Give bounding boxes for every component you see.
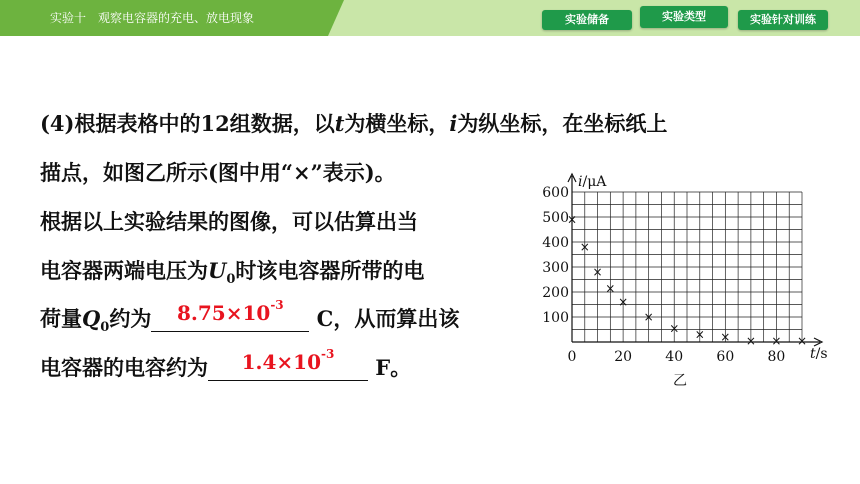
- data-point: ×: [720, 330, 731, 344]
- answer-blank-charge: [151, 298, 309, 332]
- text-line-4: [40, 255, 424, 287]
- y-tick-label: 600: [542, 185, 569, 201]
- answer-mantissa: 8.75×10: [177, 301, 271, 325]
- data-point: ×: [771, 333, 782, 348]
- data-point: ×: [796, 333, 808, 348]
- data-point: ×: [618, 295, 629, 309]
- nav-targeted-training-button[interactable]: 实验针对训练: [738, 10, 828, 30]
- text-segment: C，从而算出该: [309, 306, 460, 331]
- x-tick-label: 60: [716, 349, 735, 365]
- y-tick-label: 200: [542, 285, 569, 301]
- var-Q: Q: [82, 306, 101, 331]
- text-segment: 电容器的电容约为: [40, 355, 208, 380]
- text-line-1: [40, 108, 667, 138]
- y-tick-label: 400: [542, 235, 569, 251]
- answer-blank-capacitance: [208, 347, 368, 381]
- nav-experiment-prep-button[interactable]: 实验储备: [542, 10, 632, 30]
- y-axis-label: i/μA: [578, 174, 607, 190]
- x-tick-label: 0: [567, 349, 577, 365]
- data-point: ×: [566, 212, 578, 227]
- chart-axes: [568, 174, 822, 346]
- text-line-5: [40, 298, 460, 336]
- x-tick-label: 40: [665, 349, 684, 365]
- text-line-2: 描点，如图乙所示(图中用“×”表示)。: [40, 160, 396, 185]
- subscript: 0: [100, 320, 110, 336]
- subscript: 0: [226, 272, 236, 288]
- x-tick-label: 80: [767, 349, 786, 365]
- text-segment: 为纵坐标，在坐标纸上: [457, 111, 668, 136]
- text-segment: F。: [368, 355, 412, 380]
- y-tick-label: 100: [542, 310, 569, 326]
- answer-charge: [177, 298, 284, 325]
- data-point: ×: [694, 327, 705, 342]
- y-tick-label: 300: [542, 260, 569, 276]
- text-line-6: [40, 347, 412, 382]
- data-point: ×: [643, 310, 654, 324]
- data-point: ×: [605, 281, 616, 296]
- text-segment: (4)根据表格中的12组数据，以: [40, 111, 335, 136]
- text-segment: 荷量: [40, 306, 82, 331]
- answer-exponent: -3: [270, 298, 284, 313]
- chart-caption: 乙: [673, 373, 687, 389]
- x-axis-label: t/s: [810, 346, 828, 362]
- var-i: i: [449, 111, 458, 136]
- chart-grid: [572, 192, 802, 342]
- text-segment: 电容器两端电压为: [40, 258, 208, 283]
- text-line-3: 根据以上实验结果的图像，可以估算出当: [40, 209, 418, 234]
- lesson-title: 实验十 观察电容器的充电、放电现象: [50, 11, 255, 25]
- var-t: t: [334, 111, 345, 136]
- text-segment: 约为: [109, 306, 152, 331]
- x-tick-label: 20: [614, 349, 633, 365]
- data-point: ×: [745, 333, 756, 348]
- current-time-chart: [538, 168, 838, 390]
- answer-capacitance: [241, 347, 335, 374]
- text-segment: 时该电容器所带的电: [235, 258, 425, 283]
- data-point: ×: [579, 240, 590, 254]
- nav-experiment-type-button[interactable]: 实验类型: [640, 6, 728, 28]
- var-U: U: [208, 258, 227, 283]
- answer-exponent: -3: [321, 347, 335, 362]
- y-tick-label: 500: [542, 210, 569, 226]
- data-point: ×: [669, 321, 680, 336]
- answer-mantissa: 1.4×10: [241, 350, 322, 374]
- text-segment: 为横坐标，: [344, 111, 450, 136]
- data-point: ×: [592, 265, 603, 279]
